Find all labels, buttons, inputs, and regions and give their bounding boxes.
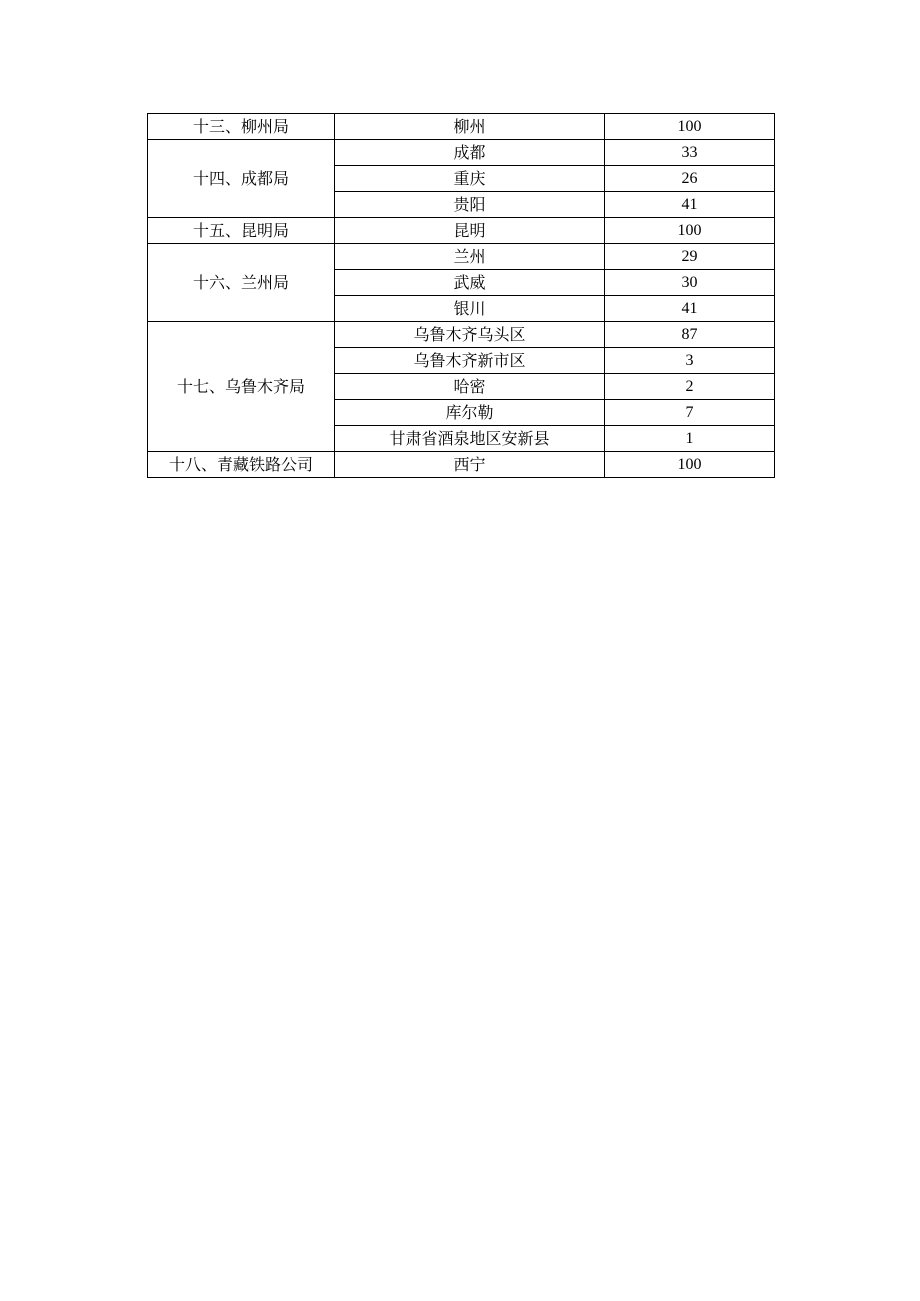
value-cell: 41 xyxy=(605,192,775,218)
city-cell: 贵阳 xyxy=(335,192,605,218)
table-row xyxy=(148,218,775,244)
value-cell: 7 xyxy=(605,400,775,426)
value-cell: 100 xyxy=(605,218,775,244)
value-cell: 100 xyxy=(605,452,775,478)
bureau-cell: 十七、乌鲁木齐局 xyxy=(148,322,335,452)
allocation-table xyxy=(147,113,775,478)
value-cell: 29 xyxy=(605,244,775,270)
city-cell: 柳州 xyxy=(335,114,605,140)
city-cell: 兰州 xyxy=(335,244,605,270)
value-cell: 26 xyxy=(605,166,775,192)
value-cell: 33 xyxy=(605,140,775,166)
city-cell: 成都 xyxy=(335,140,605,166)
value-cell: 1 xyxy=(605,426,775,452)
value-cell: 87 xyxy=(605,322,775,348)
table-row xyxy=(148,322,775,348)
city-cell: 库尔勒 xyxy=(335,400,605,426)
city-cell: 哈密 xyxy=(335,374,605,400)
bureau-cell: 十八、青藏铁路公司 xyxy=(148,452,335,478)
table-row xyxy=(148,452,775,478)
table-row xyxy=(148,140,775,166)
city-cell: 重庆 xyxy=(335,166,605,192)
table-row xyxy=(148,244,775,270)
table-body xyxy=(148,114,775,478)
bureau-cell: 十四、成都局 xyxy=(148,140,335,218)
value-cell: 2 xyxy=(605,374,775,400)
bureau-cell: 十三、柳州局 xyxy=(148,114,335,140)
bureau-cell: 十五、昆明局 xyxy=(148,218,335,244)
value-cell: 30 xyxy=(605,270,775,296)
city-cell: 乌鲁木齐乌头区 xyxy=(335,322,605,348)
table-row xyxy=(148,114,775,140)
value-cell: 41 xyxy=(605,296,775,322)
value-cell: 100 xyxy=(605,114,775,140)
bureau-cell: 十六、兰州局 xyxy=(148,244,335,322)
city-cell: 甘肃省酒泉地区安新县 xyxy=(335,426,605,452)
city-cell: 西宁 xyxy=(335,452,605,478)
value-cell: 3 xyxy=(605,348,775,374)
city-cell: 乌鲁木齐新市区 xyxy=(335,348,605,374)
city-cell: 武威 xyxy=(335,270,605,296)
city-cell: 昆明 xyxy=(335,218,605,244)
city-cell: 银川 xyxy=(335,296,605,322)
